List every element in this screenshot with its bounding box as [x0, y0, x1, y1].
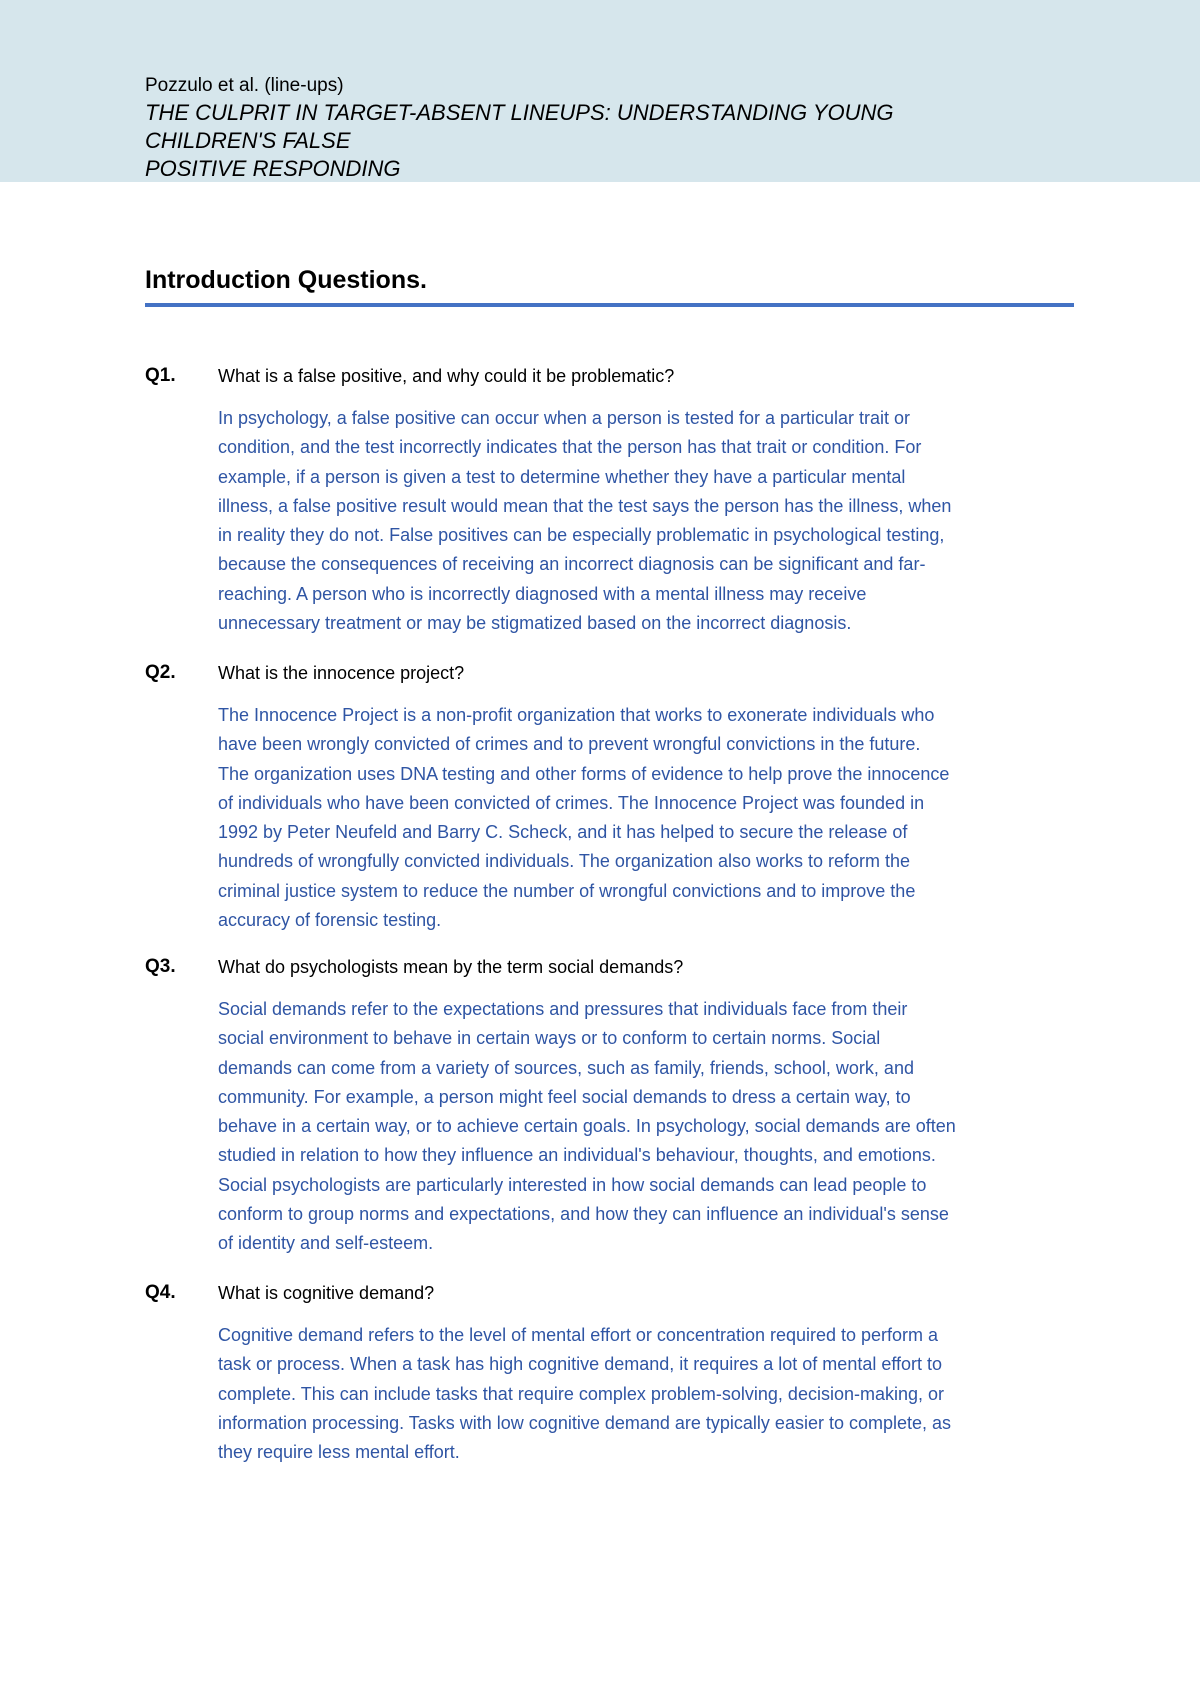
answer-line: demands can come from a variety of sources, such as family, friends, school, work, and	[218, 1057, 914, 1078]
answer-line: complete. This can include tasks that require complex problem-solving, decision-making, or	[218, 1383, 945, 1404]
question-block-q1	[145, 362, 1075, 638]
answer-line: criminal justice system to reduce the number of wrongful convictions and to improve the	[218, 880, 916, 901]
question-text: What do psychologists mean by the term social demands?	[218, 957, 684, 977]
question-text: What is a false positive, and why could it be problematic?	[218, 366, 675, 386]
paper-title-line-2: CHILDREN'S FALSE	[145, 128, 351, 153]
question-text: What is the innocence project?	[218, 663, 465, 683]
answer-line: Cognitive demand refers to the level of mental effort or concentration required to perform a	[218, 1325, 939, 1345]
answer-line: hundreds of wrongfully convicted individuals. The organization also works to reform the	[218, 851, 911, 872]
answer-line: information processing. Tasks with low cognitive demand are typically easier to complete, as	[218, 1412, 952, 1433]
answer-line: of individuals who have been convicted of crimes. The Innocence Project was founded in	[218, 792, 925, 813]
question-block-q4	[145, 1279, 1075, 1467]
paper-title	[145, 99, 1045, 183]
answer-line: social environment to behave in certain ways or to conform to certain norms. Social	[218, 1028, 881, 1049]
answer-line: Social psychologists are particularly interested in how social demands can lead people to	[218, 1174, 927, 1195]
answer-line: accuracy of forensic testing.	[218, 910, 442, 931]
answer-line: In psychology, a false positive can occur when a person is tested for a particular trait or	[218, 408, 911, 428]
paper-title-line-3: POSITIVE RESPONDING	[145, 156, 401, 181]
question-block-q3	[145, 953, 1075, 1259]
answer-line: example, if a person is given a test to determine whether they have a particular mental	[218, 466, 906, 487]
answer-line: unnecessary treatment or may be stigmatized based on the incorrect diagnosis.	[218, 613, 852, 634]
section-heading: Introduction Questions.	[145, 266, 427, 294]
question-block-q2	[145, 659, 1075, 935]
question-number: Q2.	[145, 662, 176, 683]
answer-line: they require less mental effort.	[218, 1442, 460, 1463]
answer-line: community. For example, a person might feel social demands to dress a certain way, to	[218, 1086, 911, 1107]
answer-line: illness, a false positive result would mean that the test says the person has the illness, when	[218, 495, 952, 516]
question-text: What is cognitive demand?	[218, 1283, 435, 1303]
answer-line: in reality they do not. False positives can be especially problematic in psychological testing,	[218, 525, 945, 546]
answer-line: condition, and the test incorrectly indicates that the person has that trait or condition. For	[218, 437, 922, 458]
answer-line: of identity and self-esteem.	[218, 1233, 434, 1254]
answer-line: conform to group norms and expectations, and how they can influence an individual's sense	[218, 1204, 949, 1225]
answer-line: behave in a certain way, or to achieve certain goals. In psychology, social demands are often	[218, 1116, 956, 1137]
answer-line: The organization uses DNA testing and other forms of evidence to help prove the innocence	[218, 763, 950, 784]
question-number: Q4.	[145, 1282, 176, 1303]
answer-line: Social demands refer to the expectations and pressures that individuals face from their	[218, 999, 908, 1019]
answer-line: studied in relation to how they influence an individual's behaviour, thoughts, and emotions.	[218, 1145, 936, 1166]
author-line: Pozzulo et al. (line-ups)	[145, 75, 344, 96]
section-divider	[145, 303, 1074, 307]
question-number: Q1.	[145, 365, 176, 386]
answer-text	[218, 701, 1075, 935]
answer-text	[218, 995, 1075, 1259]
paper-title-line-1: THE CULPRIT IN TARGET-ABSENT LINEUPS: UNDERSTANDING YOUNG	[145, 100, 894, 125]
answer-line: because the consequences of receiving an incorrect diagnosis can be significant and far-	[218, 554, 926, 575]
answer-line: The Innocence Project is a non-profit organization that works to exonerate individuals who	[218, 705, 935, 725]
answer-line: 1992 by Peter Neufeld and Barry C. Scheck, and it has helped to secure the release of	[218, 822, 908, 843]
answer-line: task or process. When a task has high cognitive demand, it requires a lot of mental effort to	[218, 1354, 943, 1375]
answer-line: reaching. A person who is incorrectly diagnosed with a mental illness may receive	[218, 583, 867, 604]
answer-line: have been wrongly convicted of crimes and to prevent wrongful convictions in the future.	[218, 734, 921, 755]
answer-text	[218, 404, 1075, 638]
answer-text	[218, 1321, 1075, 1467]
question-number: Q3.	[145, 956, 176, 977]
